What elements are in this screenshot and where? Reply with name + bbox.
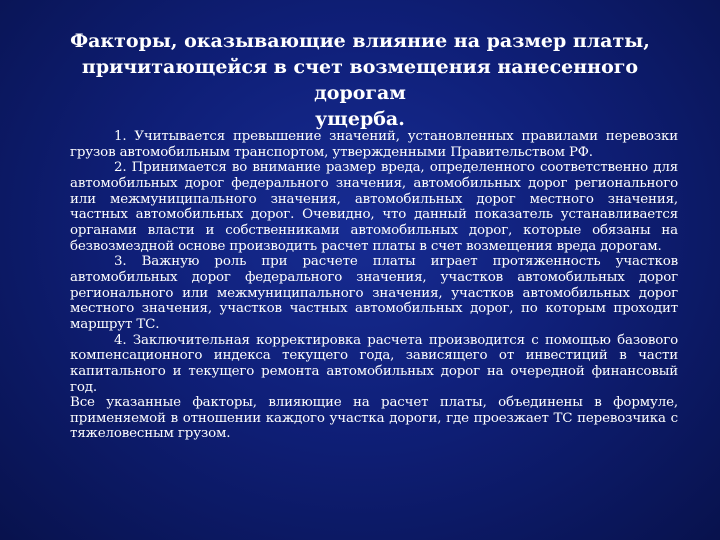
title-line-2: причитающейся в счет возмещения нанесенного дорогам (81, 56, 639, 104)
summary-paragraph: Все указанные факторы, влияющие на расчет платы, объединены в формуле, применяемой в отношении каждого участка дороги, где проезжает ТС перевозчика с тяжеловесным грузом. (70, 395, 678, 442)
factor-paragraph-3: 3. Важную роль при расчете платы играет протяженность участков автомобильных дорог федерального значения, участков автомобильных дорог регионального или межмуниципального значения, участков автомобильных дорог местного значения, участков частных автомобильных дорог, по которым проходит маршрут ТС. (70, 254, 678, 332)
title-line-1: Факторы, оказывающие влияние на размер платы, (70, 30, 650, 52)
factor-paragraph-4: 4. Заключительная корректировка расчета производится с помощью базового компенсационного индекса текущего года, зависящего от инвестиций в части капитального и текущего ремонта автомобильных дорог на очередной финансовый год. (70, 332, 678, 395)
slide-body (70, 129, 678, 442)
slide-title (48, 28, 672, 132)
title-line-3: ущерба. (315, 108, 405, 130)
factor-paragraph-1: 1. Учитывается превышение значений, установленных правилами перевозки грузов автомобильным транспортом, утвержденными Правительством РФ. (70, 129, 678, 160)
factor-paragraph-2: 2. Принимается во внимание размер вреда, определенного соответственно для автомобильных дорог федерального значения, автомобильных дорог регионального или межмуниципального значения, автомобильных дорог местного значения, частных автомобильных дорог. Очевидно, что данный показатель устанавливается органами власти и собственниками автомобильных дорог, которые обязаны на безвозмездной основе производить расчет платы в счет возмещения вреда дорогам. (70, 160, 678, 254)
